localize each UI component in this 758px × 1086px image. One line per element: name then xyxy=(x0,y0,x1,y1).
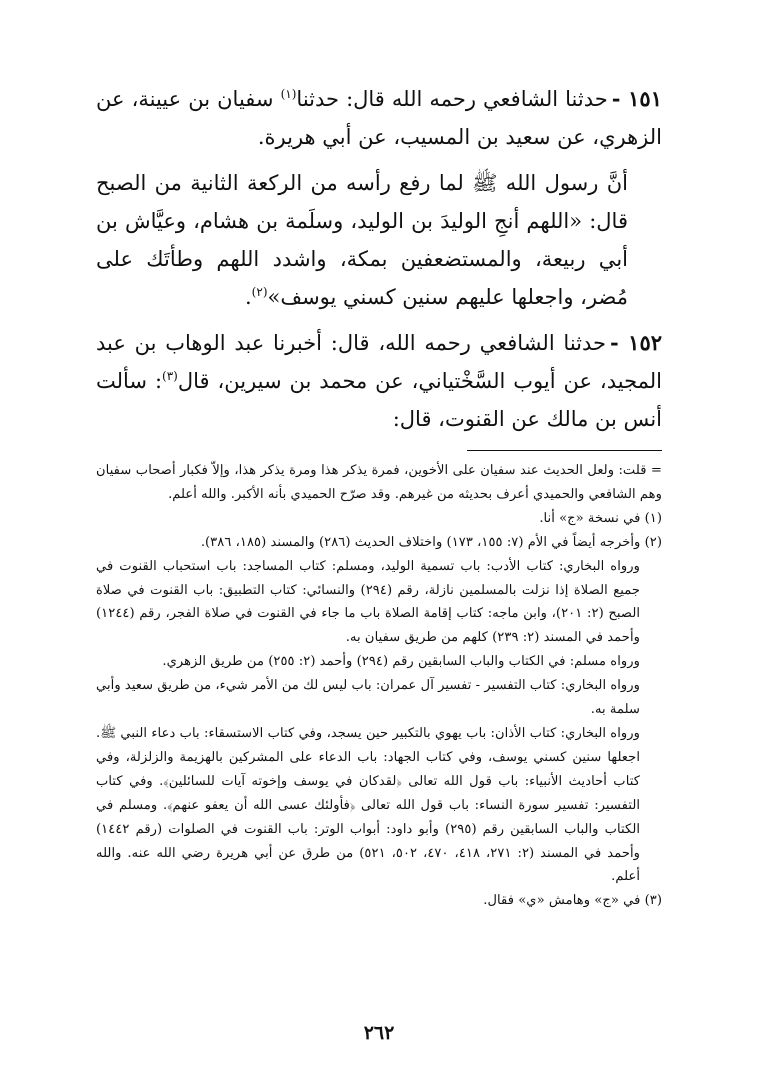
hadith-151 xyxy=(96,80,662,156)
punctuation: . xyxy=(244,285,252,309)
footnote-ref: (٣) xyxy=(162,369,178,383)
footnote-2-para: ورواه البخاري: كتاب التفسير - تفسير آل عمران: باب ليس لك من الأمر شيء، من طريق سعيد وأبي سلمة به. xyxy=(96,678,640,718)
footnote-2-para: ورواه مسلم: في الكتاب والباب السابقين رقم (٢٩٤) وأحمد (٢: ٢٥٥) من طريق الزهري. xyxy=(162,654,640,670)
footnote-2-para: ورواه البخاري: كتاب الأذان: باب يهوي بالتكبير حين يسجد، وفي كتاب الاستسقاء: باب دعاء النبي ﷺ. اجعلها سنين كسني يوسف، وفي كتاب الجهاد: باب الدعاء على المشركين بالهزيمة والزلزلة، وفي كتاب أحاديث الأنبياء: باب قول الله تعالى ﴿لقدكان في يوسف وإخوته آيات للسائلين﴾. وفي كتاب التفسير: تفسير سورة النساء: باب قول الله تعالى ﴿فأولئك عسى الله أن يعفو عنهم﴾. ومسلم في الكتاب والباب السابقين رقم (٢٩٥) وأبو داود: أبواب الوتر: باب القنوت في الصلوات (رقم ١٤٤٢) وأحمد في المسند (٢: ٢٧١، ٤١٨، ٤٧٠، ٥٠٢، ٥٢١) من طرق عن أبي هريرة رضي الله عنه. والله أعلم. xyxy=(96,725,641,885)
hadith-152 xyxy=(96,324,662,438)
footnotes xyxy=(96,459,662,913)
hadith-number: ١٥٢ - xyxy=(610,330,663,355)
hadith-151-matn xyxy=(96,164,662,316)
hadith-matn: أنَّ رسول الله ﷺ لما رفع رأسه من الركعة الثانية من الصبح قال: «اللهم أنجِ الوليدَ بن الوليد، وسلَمة بن هشام، وعيَّاش بن أبي ربيعة، والمستضعفين بمكة، واشدد اللهم وطأتَك على مُضر، واجعلها عليهم سنين كسني يوسف» xyxy=(96,171,628,309)
footnote-ref: (٢) xyxy=(251,285,268,299)
footnote-2: (٢) وأخرجه أيضاً في الأم (٧: ١٥٥، ١٧٣) واختلاف الحديث (٢٨٦) والمسند (١٨٥، ٣٨٦). xyxy=(200,534,662,550)
hadith-isnad: حدثنا الشافعي رحمه الله، قال: أخبرنا عبد الوهاب بن عبد المجيد، عن أيوب السَّخْتياني، عن محمد بن سيرين، قال xyxy=(96,331,662,393)
footnote-divider xyxy=(467,450,662,451)
footnote-2-para: ورواه البخاري: كتاب الأدب: باب تسمية الوليد، ومسلم: كتاب المساجد: باب استحباب القنوت في جميع الصلاة إذا نزلت بالمسلمين نازلة، رقم (٢٩٤) والنسائي: كتاب التطبيق: باب القنوت في صلاة الصبح (٢: ٢٠١)، وابن ماجه: كتاب إقامة الصلاة باب ما جاء في القنوت في صلاة الفجر، رقم (١٢٤٤) وأحمد في المسند (٢: ٢٣٩) كلهم من طريق سفيان به. xyxy=(96,558,641,646)
hadith-isnad-cont: سفيان بن عيينة، عن الزهري، عن سعيد بن المسيب، عن أبي هريرة. xyxy=(96,87,662,149)
hadith-number: ١٥١ - xyxy=(611,86,662,111)
footnote-continuation: = قلت: ولعل الحديث عند سفيان على الأخوين، فمرة يذكر هذا ومرة يذكر هذا، وإلاّ فكبار أصحاب سفيان وهم الشافعي والحميدي أعرف بحديثه من غيرهم. وقد صرّح الحميدي بأنه الأكبر. والله أعلم. xyxy=(96,463,662,502)
hadith-isnad-cont: : سألت أنس بن مالك عن القنوت، قال: xyxy=(96,369,662,431)
main-text xyxy=(96,80,662,438)
footnote-ref: (١) xyxy=(280,87,297,101)
footnote-3: (٣) في «ج» وهامش «ي» فقال. xyxy=(483,893,662,909)
footnote-1: (١) في نسخة «ج» أنا. xyxy=(539,510,662,526)
hadith-isnad: حدثنا الشافعي رحمه الله قال: حدثنا xyxy=(296,87,608,111)
page-number: ٢٦٢ xyxy=(363,1022,395,1044)
